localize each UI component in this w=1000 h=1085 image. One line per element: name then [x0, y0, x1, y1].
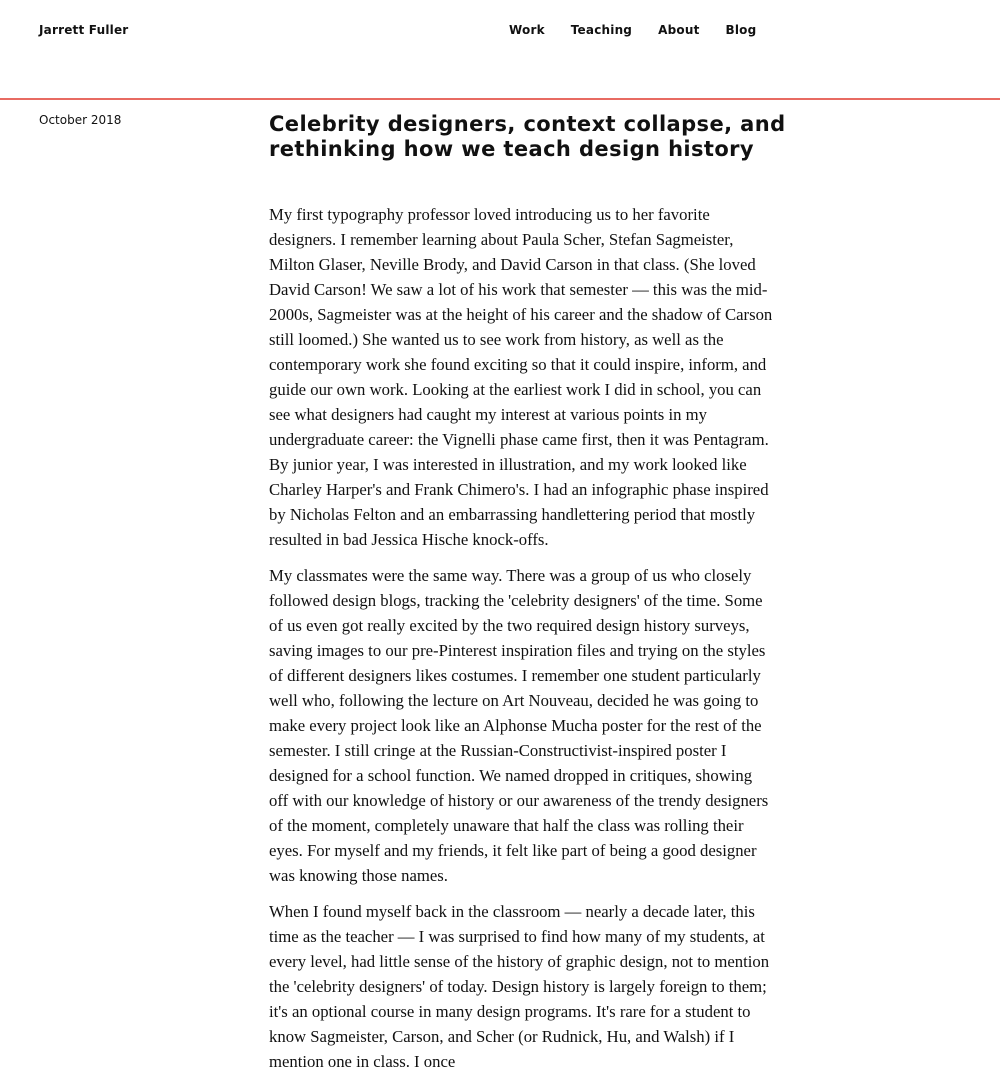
post-body — [269, 202, 775, 1085]
post-title: Celebrity designers, context collapse, and rethinking how we teach design history — [269, 112, 786, 161]
post-date: October 2018 — [39, 113, 122, 127]
nav-link-blog[interactable]: Blog — [725, 23, 757, 37]
site-header — [0, 0, 1000, 100]
post-paragraph: My classmates were the same way. There was a group of us who closely followed design blogs, tracking the 'celebrity designers' of the time. Some of us even got really excited by the two required design history surveys, saving images to our pre-Pinterest inspiration files and trying on the styles of different designers likes costumes. I remember one student particularly well who, following the lecture on Art Nouveau, decided he was going to make every project look like an Alphonse Mucha poster for the rest of the semester. I still cringe at the Russian-Constructivist-inspired poster I designed for a school function. We named dropped in critiques, showing off with our knowledge of history or our awareness of the trendy designers of the moment, completely unaware that half the class was rolling their eyes. For myself and my friends, it felt like part of being a good designer was knowing those names. — [269, 566, 769, 885]
main-nav — [509, 23, 782, 37]
post-paragraph: When I found myself back in the classroom — nearly a decade later, this time as the teacher — I was surprised to find how many of my students, at every level, had little sense of the history of graphic design, not to mention the 'celebrity designers' of today. Design history is largely foreign to them; it's an optional course in many design programs. It's rare for a student to know Sagmeister, Carson, and Scher (or Rudnick, Hu, and Walsh) if I mention one in class. I once — [269, 902, 770, 1071]
nav-link-teaching[interactable]: Teaching — [570, 23, 633, 37]
nav-link-work[interactable]: Work — [509, 23, 545, 37]
site-title-link[interactable]: Jarrett Fuller — [39, 23, 129, 37]
post-paragraph: My first typography professor loved introducing us to her favorite designers. I remember learning about Paula Scher, Stefan Sagmeister, Milton Glaser, Neville Brody, and David Carson in that class. (She loved David Carson! We saw a lot of his work that semester — this was the mid-2000s, Sagmeister was at the height of his career and the shadow of Carson still loomed.) She wanted us to see work from history, as well as the contemporary work she found exciting so that it could inspire, inform, and guide our own work. Looking at the earliest work I did in school, you can see what designers had caught my interest at various points in my undergraduate career: the Vignelli phase came first, then it was Pentagram. By junior year, I was interested in illustration, and my work looked like Charley Harper's and Frank Chimero's. I had an infographic phase inspired by Nicholas Felton and an embarrassing handlettering period that mostly resulted in bad Jessica Hische knock-offs. — [269, 205, 773, 549]
nav-link-about[interactable]: About — [658, 23, 700, 37]
